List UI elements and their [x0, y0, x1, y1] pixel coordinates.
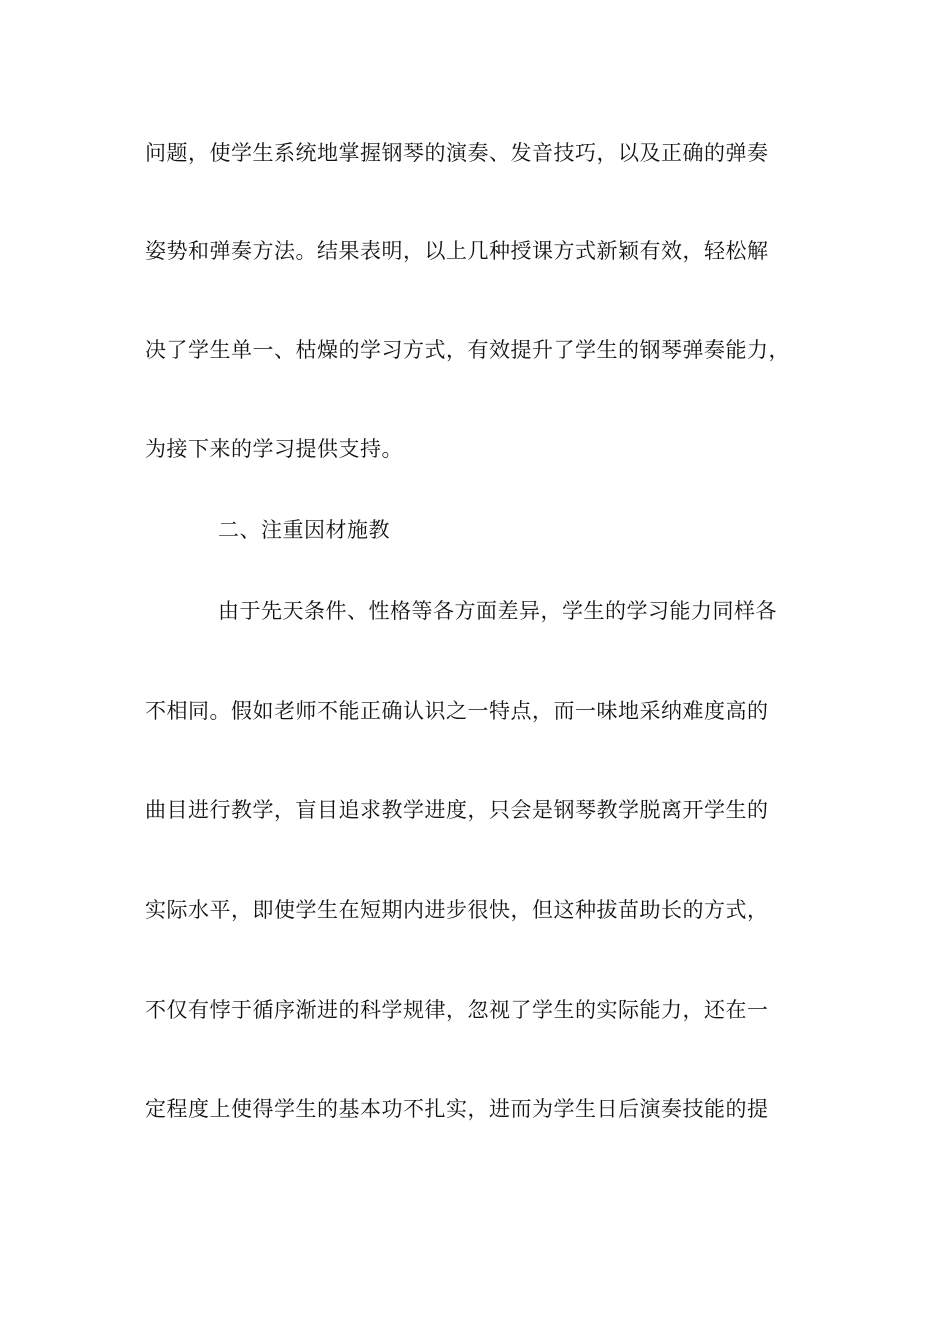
paragraph-line: 由于先天条件、性格等各方面差异，学生的学习能力同样各	[218, 599, 777, 623]
paragraph-line: 曲目进行教学，盲目追求教学进度，只会是钢琴教学脱离开学生的	[145, 798, 769, 822]
paragraph-line: 不仅有悖于循序渐进的科学规律，忽视了学生的实际能力，还在一	[145, 998, 769, 1022]
paragraph-line: 不相同。假如老师不能正确认识之一特点，而一味地采纳难度高的	[145, 699, 769, 723]
section-heading: 二、注重因材施教	[218, 518, 390, 542]
paragraph-line: 姿势和弹奏方法。结果表明，以上几种授课方式新颖有效，轻松解	[145, 239, 769, 263]
paragraph-line: 问题，使学生系统地掌握钢琴的演奏、发音技巧，以及正确的弹奏	[145, 141, 769, 165]
paragraph-line: 实际水平，即使学生在短期内进步很快，但这种拔苗助长的方式，	[145, 898, 769, 922]
paragraph-line: 定程度上使得学生的基本功不扎实，进而为学生日后演奏技能的提	[145, 1097, 769, 1121]
paragraph-line: 为接下来的学习提供支持。	[145, 437, 403, 461]
paragraph-line: 决了学生单一、枯燥的学习方式，有效提升了学生的钢琴弹奏能力，	[145, 338, 790, 362]
